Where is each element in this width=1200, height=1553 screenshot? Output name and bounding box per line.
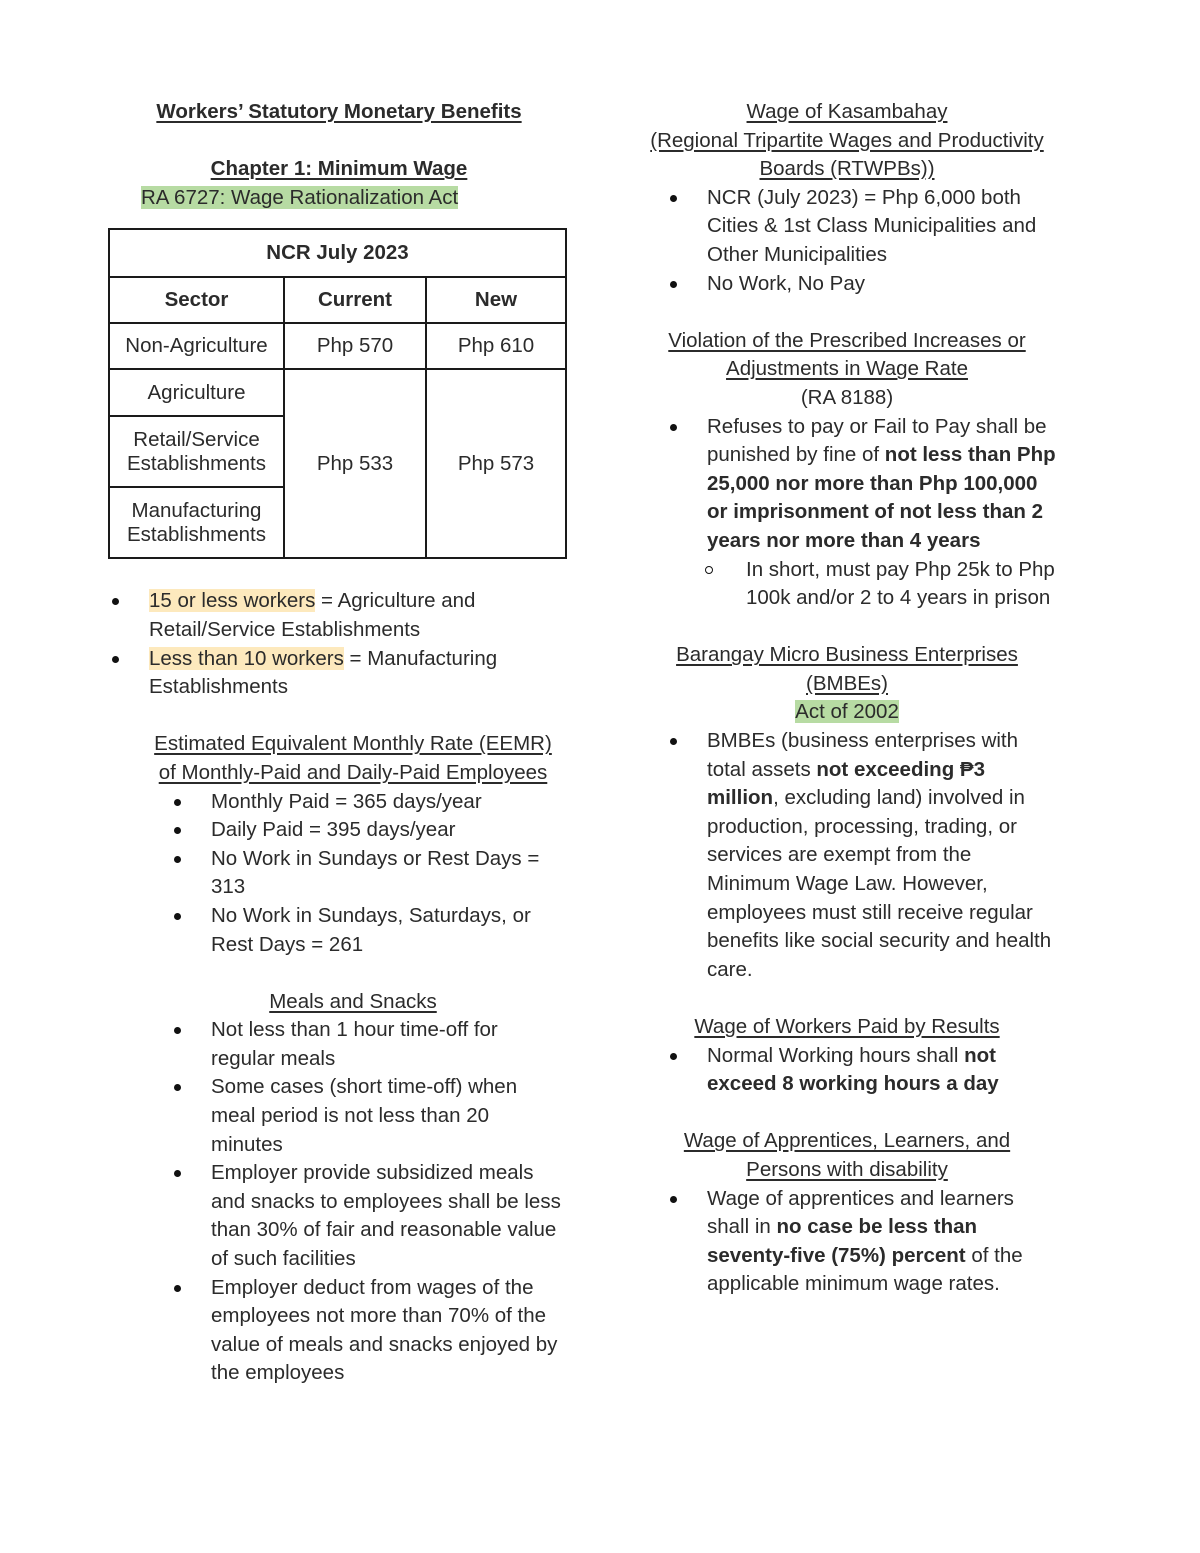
eemr-heading-line2: of Monthly-Paid and Daily-Paid Employees: [158, 760, 548, 784]
table-cell-current: Php 570: [284, 323, 426, 369]
eemr-list: [170, 788, 564, 960]
minimum-wage-table: [108, 228, 567, 559]
list-item: NCR (July 2023) = Php 6,000 both Cities & 1st Class Municipalities and Other Municipalities: [666, 184, 1058, 270]
list-item: BMBEs (business enterprises with total assets not exceeding ₱3 million, excluding land) involved in production, processing, trading, or services are exempt from the Minimum Wage Law. However, employees must still receive regular benefits like social security and health care.: [666, 727, 1058, 984]
table-cell-sector: Non-Agriculture: [109, 323, 284, 369]
table-header-new: New: [426, 277, 566, 323]
chapter-title: Chapter 1: Minimum Wage: [210, 157, 468, 181]
eemr-heading-line1: Estimated Equivalent Monthly Rate (EEMR): [154, 732, 552, 756]
list-item: Less than 10 workers = Manufacturing Establishments: [108, 645, 570, 702]
list-item: No Work in Sundays or Rest Days = 313: [170, 845, 564, 902]
list-item: Daily Paid = 395 days/year: [170, 816, 564, 845]
results-list: [666, 1042, 1058, 1099]
list-item: Refuses to pay or Fail to Pay shall be punished by fine of not less than Php 25,000 nor more than Php 100,000 or imprisonment of not less than 2 years nor more than 4 years: [666, 413, 1058, 556]
violation-sublist: [678, 556, 1058, 613]
list-item: No Work in Sundays, Saturdays, or Rest Days = 261: [170, 902, 564, 959]
meals-list: [170, 1016, 566, 1388]
list-item: Employer deduct from wages of the employees not more than 70% of the value of meals and snacks enjoyed by the employees: [170, 1274, 566, 1388]
bmbe-list: [666, 727, 1058, 984]
kasambahay-list: [666, 184, 1058, 298]
table-cell-current: Php 533: [284, 369, 426, 558]
apprentices-list: [666, 1185, 1058, 1299]
table-cell-new: Php 573: [426, 369, 566, 558]
list-item: No Work, No Pay: [666, 270, 1058, 299]
list-item: Wage of apprentices and learners shall in no case be less than seventy-five (75%) percent of the applicable minimum wage rates.: [666, 1185, 1058, 1299]
worker-count-notes: [108, 587, 570, 701]
left-column: [108, 98, 570, 1388]
bmbe-act-label: Act of 2002: [795, 700, 899, 724]
table-cell-sector: Manufacturing Establishments: [109, 487, 284, 558]
document-title: Workers’ Statutory Monetary Benefits: [156, 100, 522, 123]
violation-heading: Violation of the Prescribed Increases or Adjustments in Wage Rate: [668, 328, 1026, 381]
list-item: In short, must pay Php 25k to Php 100k and/or 2 to 4 years in prison: [678, 556, 1058, 613]
list-item: Some cases (short time-off) when meal period is not less than 20 minutes: [170, 1073, 566, 1159]
rtwpb-heading: (Regional Tripartite Wages and Productivity Boards (RTWPBs)): [650, 128, 1044, 181]
list-item: Not less than 1 hour time-off for regular meals: [170, 1016, 566, 1073]
violation-list: [666, 413, 1058, 556]
list-item: Monthly Paid = 365 days/year: [170, 788, 564, 817]
list-item: Normal Working hours shall not exceed 8 working hours a day: [666, 1042, 1058, 1099]
apprentices-heading: Wage of Apprentices, Learners, and Persons with disability: [683, 1129, 1011, 1181]
ra-8188-label: (RA 8188): [800, 385, 894, 409]
meals-heading: Meals and Snacks: [269, 989, 437, 1013]
kasambahay-heading: Wage of Kasambahay: [746, 100, 948, 123]
table-header-current: Current: [284, 277, 426, 323]
bmbe-heading: Barangay Micro Business Enterprises (BMBEs): [676, 643, 1018, 695]
table-cell-new: Php 610: [426, 323, 566, 369]
table-row: [109, 369, 566, 416]
results-heading: Wage of Workers Paid by Results: [694, 1015, 1000, 1038]
table-cell-sector: Retail/Service Establishments: [109, 416, 284, 487]
table-header-sector: Sector: [109, 277, 284, 323]
table-title: NCR July 2023: [109, 229, 566, 277]
ra-6727-label: RA 6727: Wage Rationalization Act: [141, 185, 459, 209]
right-column: [636, 98, 1058, 1299]
table-cell-sector: Agriculture: [109, 369, 284, 416]
list-item: 15 or less workers = Agriculture and Retail/Service Establishments: [108, 587, 570, 644]
table-row: [109, 323, 566, 369]
list-item: Employer provide subsidized meals and snacks to employees shall be less than 30% of fair and reasonable value of such facilities: [170, 1159, 566, 1273]
